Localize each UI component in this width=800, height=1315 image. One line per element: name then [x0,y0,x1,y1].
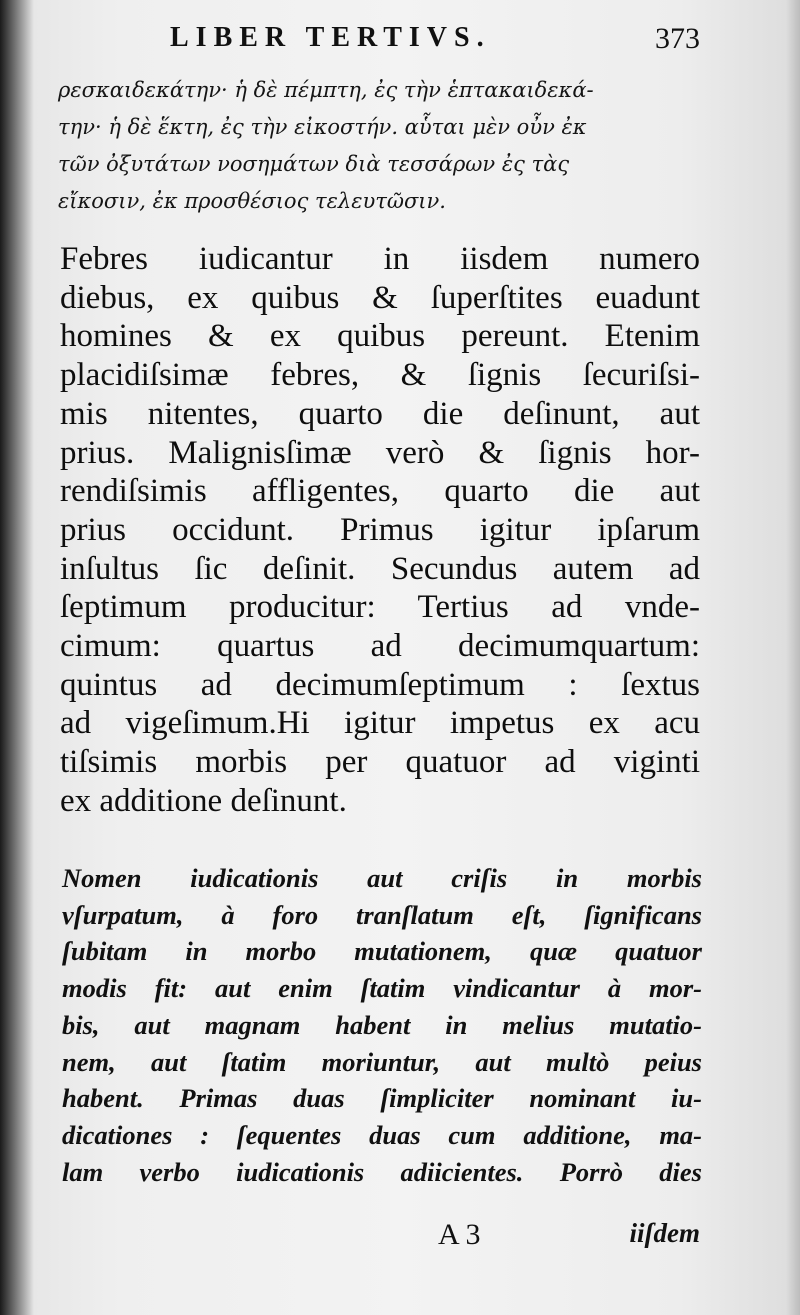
text-line: inſultus ſic deſinit. Secundus autem ad [60,550,700,587]
commentary-block [62,860,702,1190]
text-line: ex additione deſinunt. [60,782,347,819]
text-line: cimum: quartus ad decimumquartum: [60,628,700,665]
binding-shadow [0,0,34,1315]
commentary-line: lam verbo iudicationis adiicientes. Porrò dies [62,1156,702,1187]
page-header [60,22,700,62]
signature-mark: A 3 [438,1218,481,1251]
commentary-line: bis, aut magnam habent in melius mutatio- [62,1009,702,1040]
commentary-line: vſurpatum, à foro tranſlatum eſt, ſignificans [62,899,702,930]
text-line: mis nitentes, quarto die deſinunt, aut [60,395,700,432]
running-title: LIBER TERTIVS. [170,22,491,53]
text-line: quintus ad decimumſeptimum : ſextus [60,666,700,703]
commentary-line: habent. Primas duas ſimpliciter nominant iu- [62,1083,702,1114]
greek-line: ρεσκαιδεκάτην· ἡ δὲ πέμπτη, ἐς τὴν ἑπτακαιδεκά- [58,78,594,102]
text-line: tiſsimis morbis per quatuor ad viginti [60,744,700,781]
text-line: prius occidunt. Primus igitur ipſarum [60,511,700,548]
commentary-line: nem, aut ſtatim moriuntur, aut multò peius [62,1046,702,1077]
text-line: ad vigeſimum.Hi igitur impetus ex acu [60,705,700,742]
page-number: 373 [655,22,700,55]
commentary-line: dicationes : ſequentes duas cum additione, ma- [62,1119,702,1150]
text-line: rendiſsimis affligentes, quarto die aut [60,473,700,510]
text-line: placidiſsimæ febres, & ſignis ſecuriſsi- [60,357,700,394]
text-line: Febres iudicantur in iisdem numero [60,241,700,277]
greek-text-block [58,72,698,220]
commentary-line: Nomen iudicationis aut criſis in morbis [62,863,702,893]
greek-line: τῶν ὀξυτάτων νοσημάτων διὰ τεσσάρων ἐς τὰς [58,152,570,176]
text-line: prius. Malignisſimæ verò & ſignis hor- [60,434,700,471]
text-line: diebus, ex quibus & ſuperſtites euadunt [60,279,700,316]
page-footer [60,1218,700,1258]
page-edge [786,0,800,1315]
text-line: ſeptimum producitur: Tertius ad vnde- [60,589,700,626]
commentary-line: ſubitam in morbo mutationem, quæ quatuor [62,936,702,967]
latin-translation-block [60,240,700,821]
greek-line: την· ἡ δὲ ἕκτη, ἐς τὴν εἰκοστήν. αὗται μὲν οὖν ἐκ [58,115,587,139]
commentary-line: modis fit: aut enim ſtatim vindicantur à mor- [62,973,702,1004]
greek-line: εἴκοσιν, ἐκ προσθέσιος τελευτῶσιν. [58,189,446,213]
catchword: iiſdem [629,1218,700,1248]
text-line: homines & ex quibus pereunt. Etenim [60,318,700,355]
